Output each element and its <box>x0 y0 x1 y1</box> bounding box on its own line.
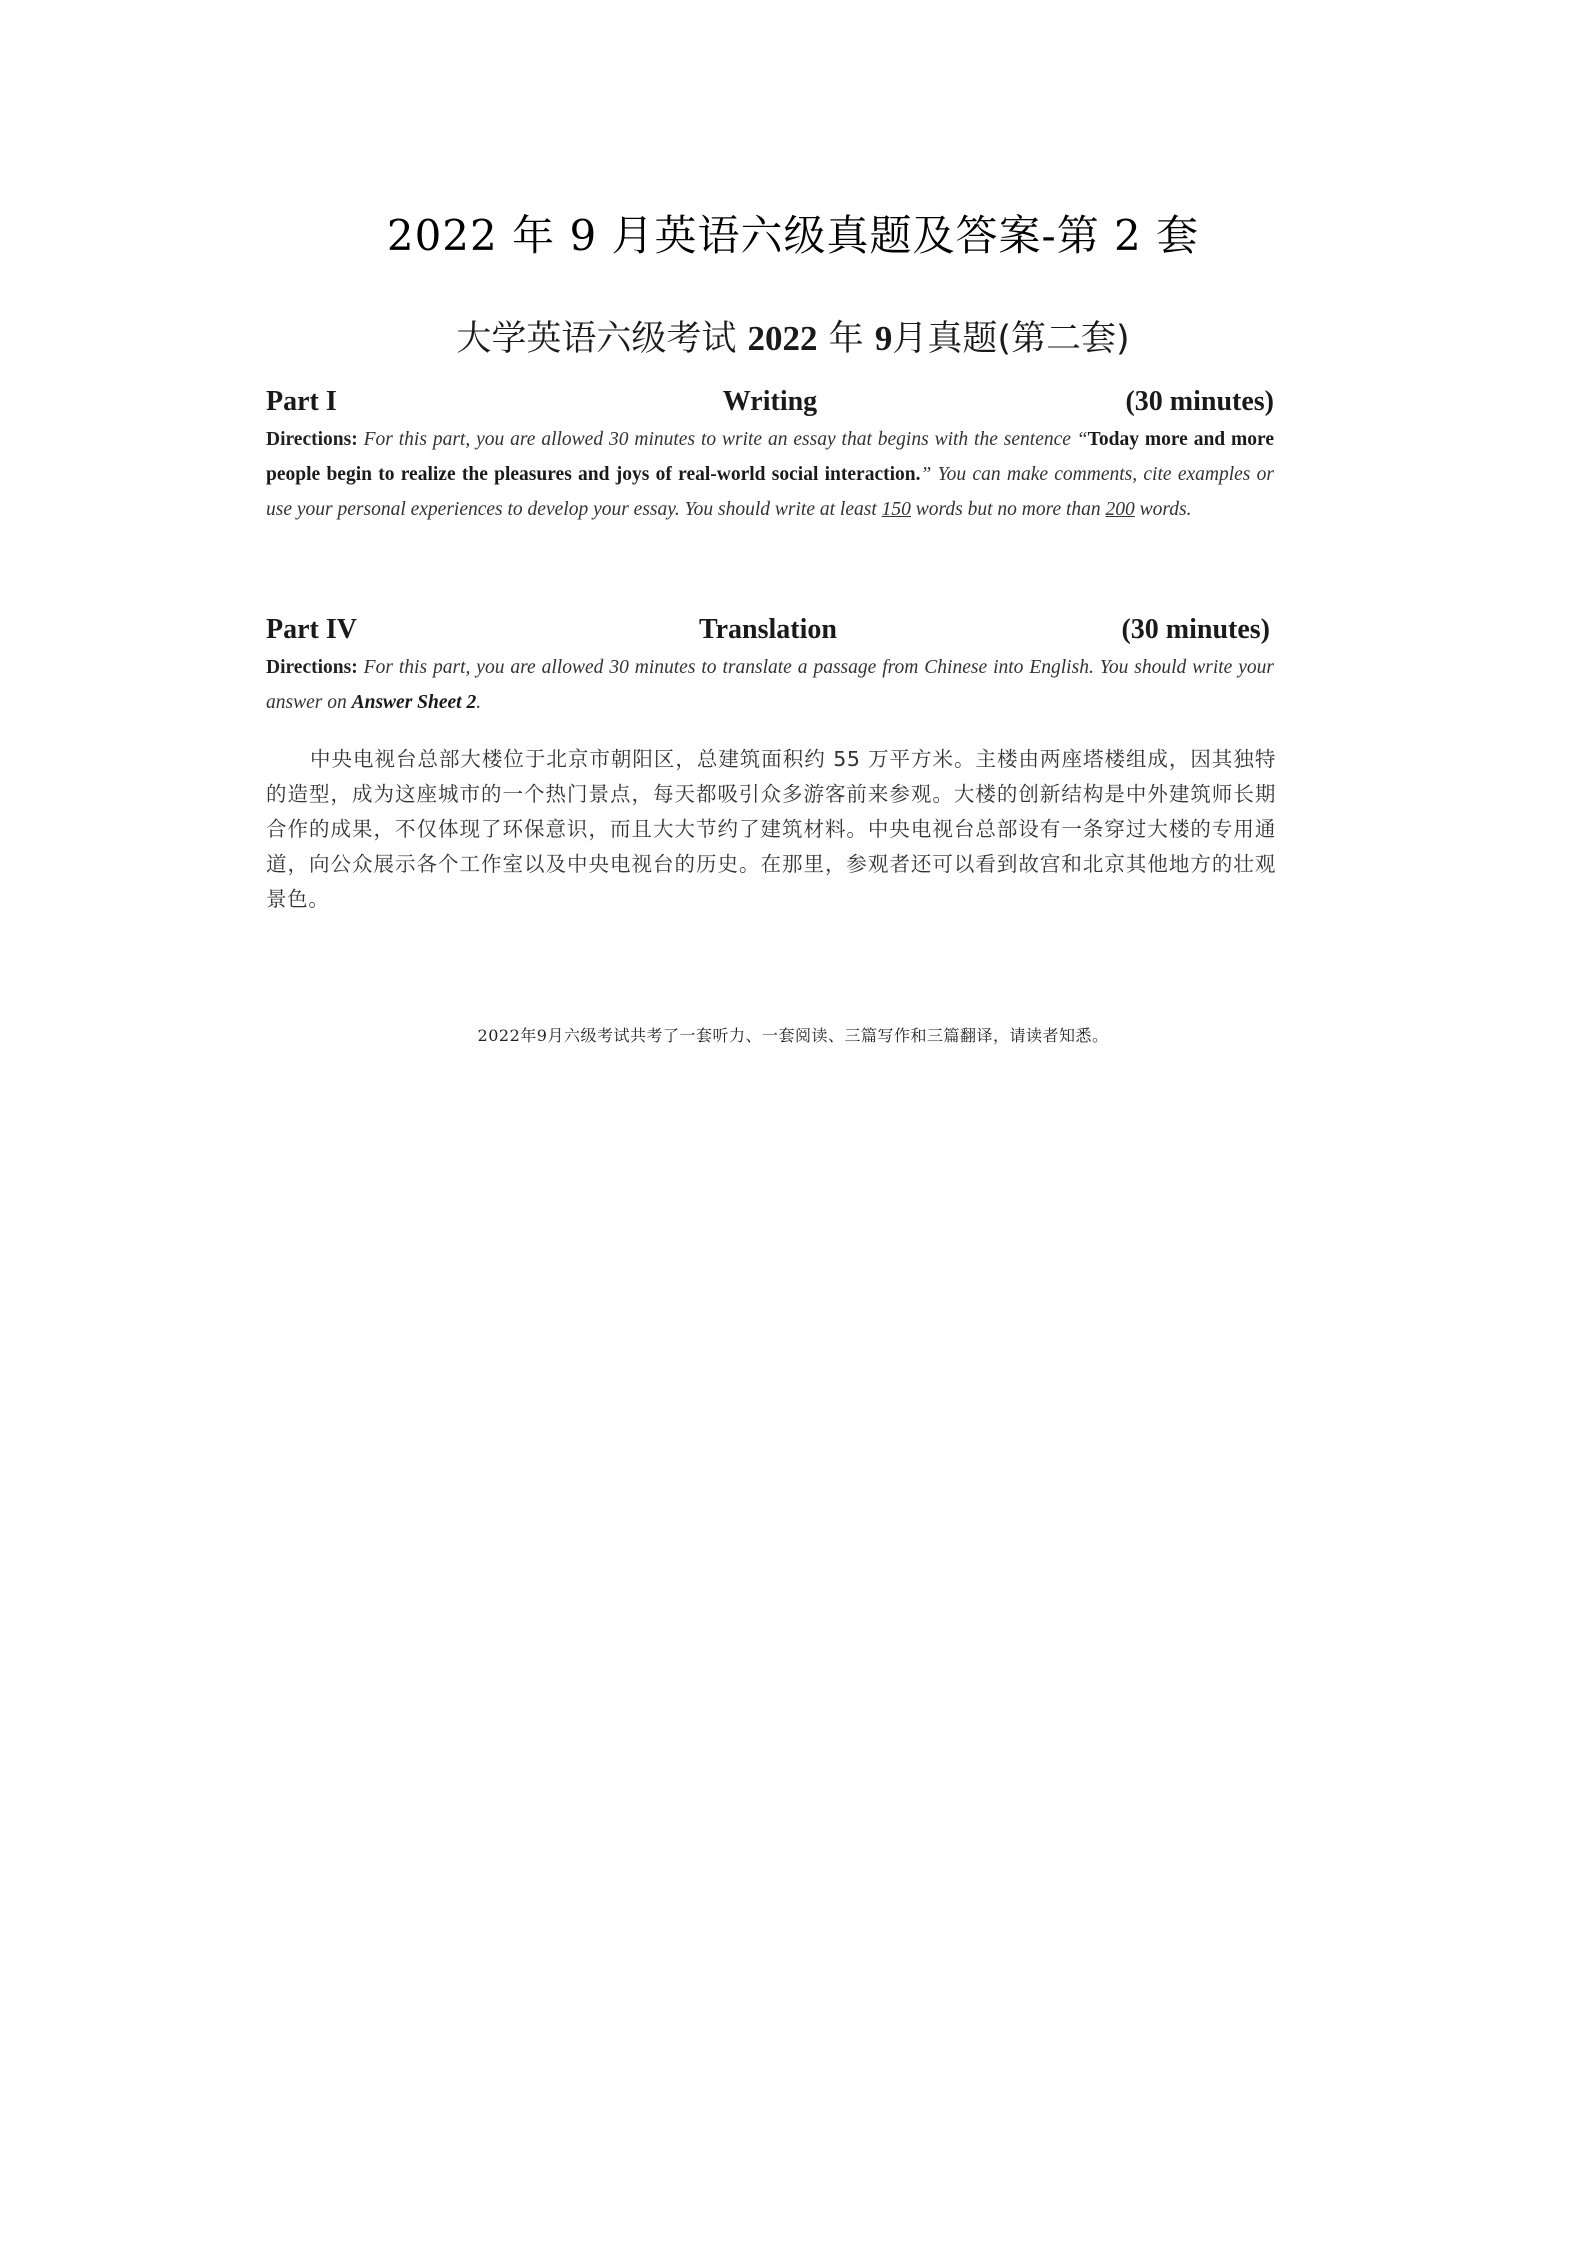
part1-directions-text-1: For this part, you are allowed 30 minutes to write an essay that begins with the sentence “ <box>363 429 1088 450</box>
document-title: 2022 年 9 月英语六级真题及答案-第 2 套 <box>386 211 1200 260</box>
part4-time: (30 minutes) <box>1121 614 1270 645</box>
exam-title <box>0 316 1586 362</box>
exam-title-mid: 年 <box>828 319 864 359</box>
part1-label: Part I <box>266 386 337 417</box>
part1-header <box>266 384 1274 420</box>
exam-title-year: 2022 <box>747 319 818 358</box>
part1-directions-label: Directions: <box>266 429 358 450</box>
part1-name: Writing <box>722 386 818 417</box>
part4-label: Part IV <box>266 614 357 645</box>
part1-directions <box>266 422 1274 527</box>
part4-header <box>266 612 1270 648</box>
part1-directions-text-4: words. <box>1134 499 1192 520</box>
part4-name: Translation <box>699 614 837 645</box>
part4-directions-label: Directions: <box>266 657 358 678</box>
part1-directions-prompt: Today more and more people begin to realize the pleasures and joys of real-world social interaction. <box>266 429 1275 485</box>
exam-title-prefix: 大学英语六级考试 <box>456 319 737 359</box>
translation-passage: 中央电视台总部大楼位于北京市朝阳区，总建筑面积约 55 万平方米。主楼由两座塔楼组成，因其独特的造型，成为这座城市的一个热门景点，每天都吸引众多游客前来参观。大楼的创新结构是中外建筑师长期合作的成果，不仅体现了环保意识，而且大大节约了建筑材料。中央电视台总部设有一条穿过大楼的专用通道，向公众展示各个工作室以及中央电视台的历史。在那里，参观者还可以看到故宫和北京其他地方的壮观景色。 <box>266 747 1276 911</box>
footnote: 2022年9月六级考试共考了一套听力、一套阅读、三篇写作和三篇翻译，请读者知悉。 <box>477 1026 1109 1045</box>
part1-directions-text-2: ” You can make comments, cite examples or use your personal experiences to develop your essay. You should write at least <box>266 464 1274 520</box>
part1-directions-text-3: words but no more than <box>910 499 1106 520</box>
part4-directions-text-1: For this part, you are allowed 30 minutes to translate a passage from Chinese into English. You should write your answer on <box>266 657 1274 713</box>
part4-directions <box>266 650 1274 720</box>
part4-answer-sheet: Answer Sheet 2 <box>351 692 477 713</box>
exam-title-month: 9 <box>874 319 893 358</box>
exam-title-suffix: 月真题(第二套) <box>892 319 1130 359</box>
part1-time: (30 minutes) <box>1125 386 1274 417</box>
part4-directions-text-2: . <box>476 692 482 713</box>
part1-min-words: 150 <box>881 499 911 520</box>
part1-max-words: 200 <box>1105 499 1135 520</box>
